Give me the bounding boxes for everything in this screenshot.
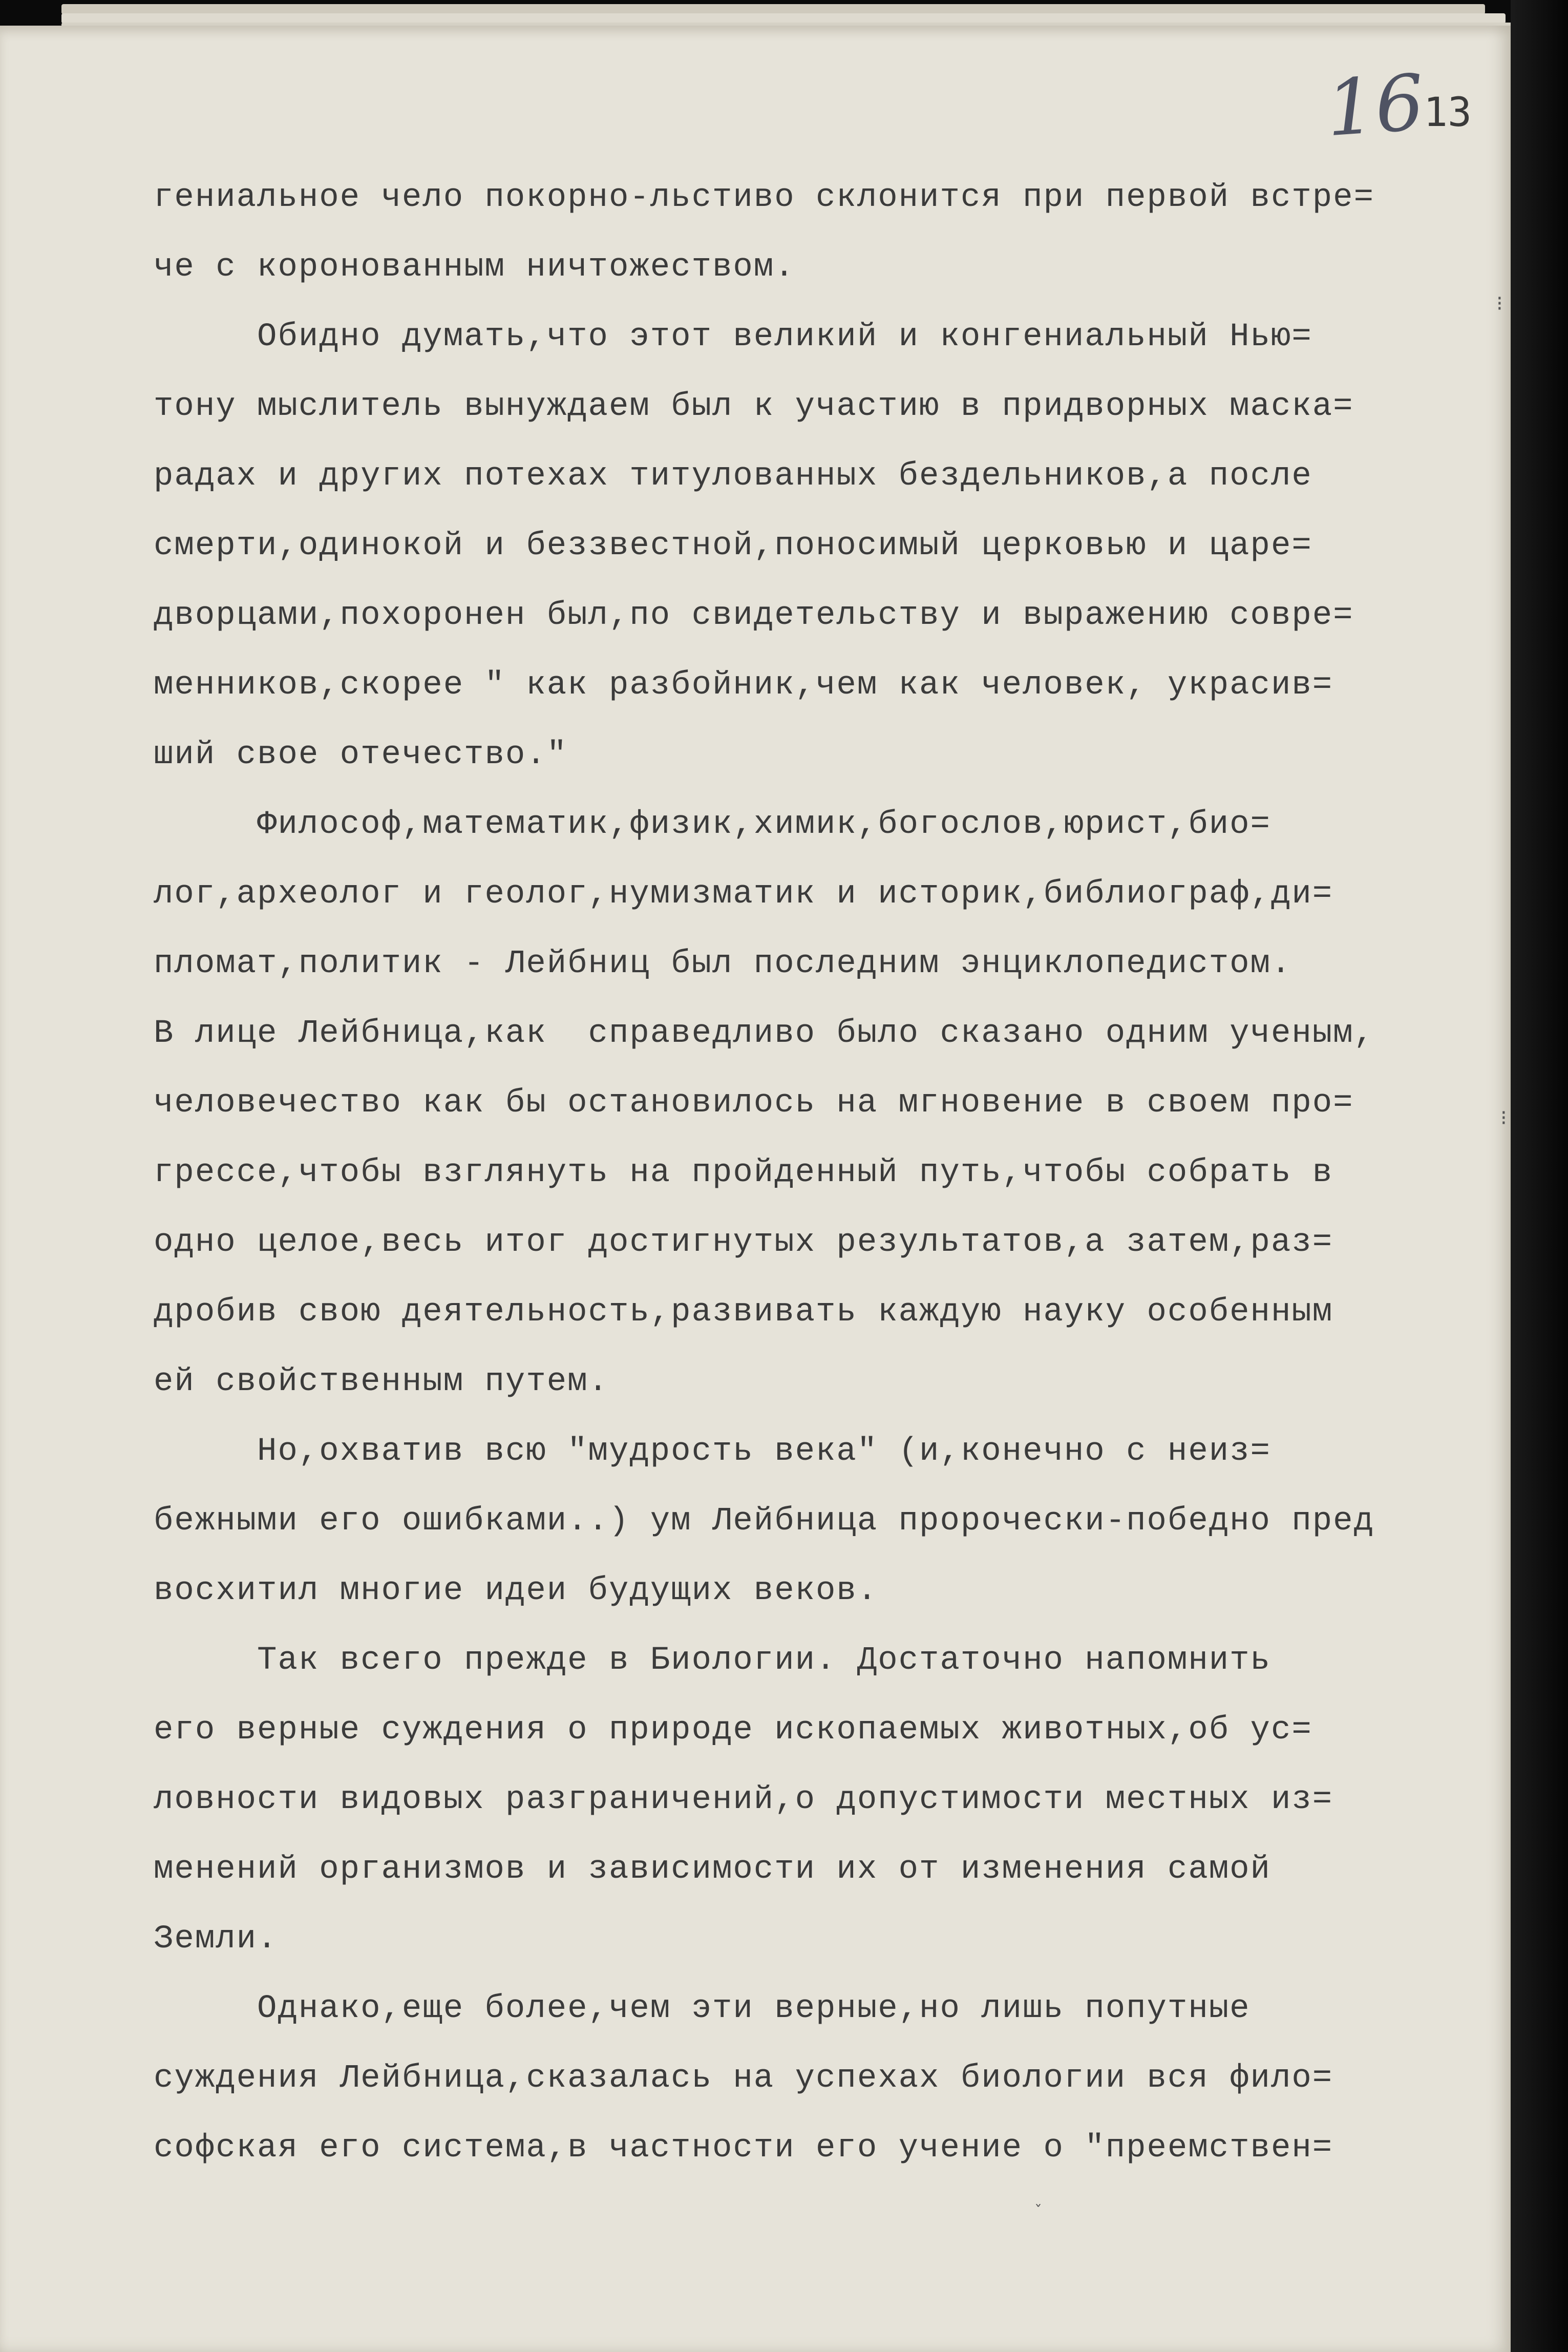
- text-line: менений организмов и зависимости их от изменения самой: [154, 1851, 1271, 1888]
- text-line: бежными его ошибками..) ум Лейбница пророчески-победно пред: [154, 1503, 1374, 1540]
- text-line: Так всего прежде в Биологии. Достаточно напомнить: [154, 1642, 1271, 1679]
- text-line: лог,археолог и геолог,нумизматик и историк,библиограф,ди=: [154, 876, 1333, 913]
- dark-background-strip: [1511, 0, 1568, 2352]
- handwritten-folio-number: 16: [1323, 58, 1427, 154]
- text-line: Однако,еще более,чем эти верные,но лишь попутные: [154, 1990, 1251, 2027]
- text-line: Земли.: [154, 1921, 278, 1958]
- text-line: Философ,математик,физик,химик,богослов,юрист,био=: [154, 806, 1271, 843]
- text-line: его верные суждения о природе ископаемых животных,об ус=: [154, 1712, 1312, 1749]
- text-line: гениальное чело покорно-льстиво склонится при первой встре=: [154, 179, 1374, 216]
- text-line: пломат,политик - Лейбниц был последним энциклопедистом.: [154, 946, 1292, 982]
- text-line: суждения Лейбница,сказалась на успехах биологии вся фило=: [154, 2060, 1333, 2097]
- margin-mark: ⁝: [1500, 1106, 1507, 1130]
- page-edge: [61, 13, 1506, 24]
- text-line: ловности видовых разграничений,о допустимости местных из=: [154, 1781, 1333, 1818]
- text-line: радах и других потехах титулованных бездельников,а после: [154, 458, 1312, 495]
- text-line: софская его система,в частности его учение о "преемствен=: [154, 2130, 1333, 2167]
- text-line: дворцами,похоронен был,по свидетельству и выражению совре=: [154, 597, 1354, 634]
- text-line: Обидно думать,что этот великий и конгениальный Нью=: [154, 319, 1312, 355]
- page-number: 13: [1424, 90, 1472, 136]
- stray-mark: ˇ: [1034, 2202, 1042, 2220]
- text-line: ший свое отечество.": [154, 737, 568, 773]
- text-line: одно целое,весь итог достигнутых результатов,а затем,раз=: [154, 1224, 1333, 1261]
- text-line: дробив свою деятельность,развивать каждую науку особенным: [154, 1294, 1333, 1331]
- text-line: менников,скорее " как разбойник,чем как человек, украсив=: [154, 667, 1333, 704]
- text-line: че с коронованным ничтожеством.: [154, 249, 795, 286]
- text-line: человечество как бы остановилось на мгновение в своем про=: [154, 1085, 1354, 1122]
- margin-mark: ⁝: [1496, 292, 1503, 316]
- text-line: Но,охватив всю "мудрость века" (и,конечно с неиз=: [154, 1433, 1271, 1470]
- text-line: смерти,одинокой и беззвестной,поносимый церковью и царе=: [154, 528, 1312, 564]
- text-line: грессе,чтобы взглянуть на пройденный путь,чтобы собрать в: [154, 1154, 1333, 1191]
- text-line: ей свойственным путем.: [154, 1363, 609, 1400]
- text-line: восхитил многие идеи будущих веков.: [154, 1572, 878, 1609]
- page-edge: [61, 4, 1485, 14]
- text-line: В лице Лейбница,как справедливо было сказано одним ученым,: [154, 1015, 1374, 1052]
- body-text: [154, 163, 1475, 2183]
- text-line: тону мыслитель вынуждаем был к участию в придворных маска=: [154, 388, 1354, 425]
